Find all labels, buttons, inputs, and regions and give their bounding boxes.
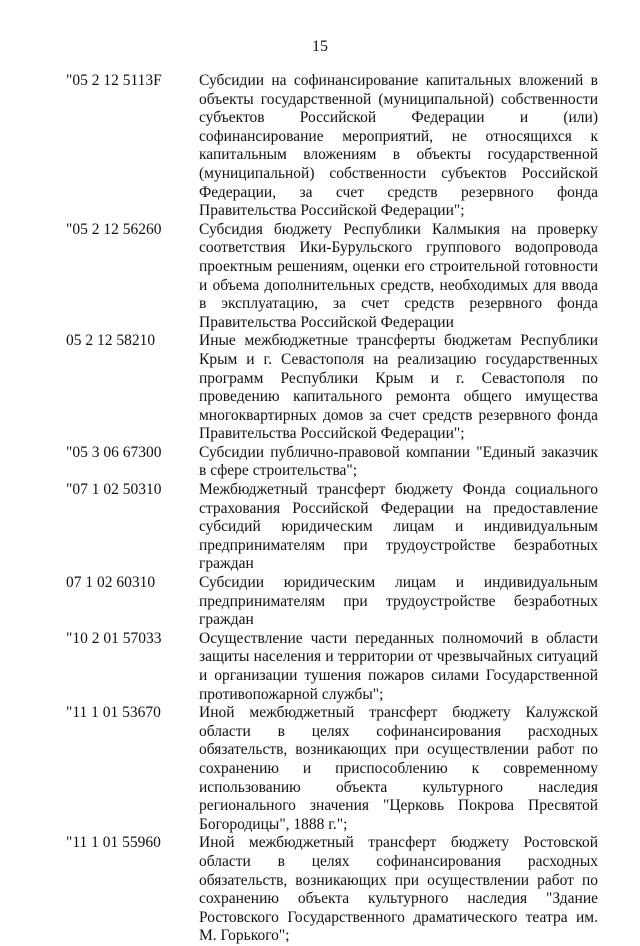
- budget-code: "11 1 01 53670: [66, 704, 161, 722]
- list-item: [0, 704, 640, 834]
- list-item: [0, 221, 640, 333]
- list-item: [0, 332, 640, 444]
- entry-description: Субсидия бюджету Республики Калмыкия на проверку соответствия Ики-Бурульского группового водопровода проектным решениям, оценки его строительной готовности и объема дополнительных средств, необходимых для ввода в эксплуатацию, за счет средств резервного фонда Правительства Российской Федерации: [199, 220, 598, 331]
- entry-description: Иной межбюджетный трансферт бюджету Ростовской области в целях софинансирования расходных обязательств, возникающих при осуществлении работ по сохранению объекта культурного наследия "Здание Ростовского Государственного драматического театра им. М. Горького";: [199, 834, 598, 945]
- budget-code: "11 1 01 55960: [66, 834, 161, 852]
- list-item: [0, 834, 640, 946]
- budget-code: "05 2 12 56260: [66, 220, 162, 238]
- entry-description: Субсидии публично-правовой компании "Единый заказчик в сфере строительства";: [199, 443, 598, 480]
- code-list: [0, 72, 640, 946]
- budget-code: "05 3 06 67300: [66, 443, 162, 461]
- list-item: [0, 444, 640, 481]
- entry-description: Субсидии юридическим лицам и индивидуальным предпринимателям при трудоустройстве безработных граждан: [199, 574, 598, 629]
- entry-description: Межбюджетный трансферт бюджету Фонда социального страхования Российской Федерации на предоставление субсидий юридическим лицам и индивидуальным предпринимателям при трудоустройстве безработных граждан: [199, 481, 598, 573]
- list-item: [0, 630, 640, 704]
- entry-description: Субсидии на софинансирование капитальных вложений в объекты государственной (муниципальной) собственности субъектов Российской Федерации и (или) софинансирование мероприятий, не относящихся к капитальным вложениям в объекты государственной (муниципальной) собственности субъектов Российской Федерации, за счет средств резервного фонда Правительства Российской Федерации";: [199, 72, 598, 220]
- list-item: [0, 574, 640, 630]
- budget-code: 05 2 12 58210: [66, 332, 156, 350]
- entry-description: Осуществление части переданных полномочий в области защиты населения и территории от чрезвычайных ситуаций и организации тушения пожаров силами Государственной противопожарной службы";: [199, 629, 598, 703]
- list-item: [0, 481, 640, 574]
- budget-code: "05 2 12 5113F: [66, 72, 162, 89]
- page-number: 15: [312, 38, 328, 55]
- entry-description: Иной межбюджетный трансферт бюджету Калужской области в целях софинансирования расходных обязательств, возникающих при осуществлении работ по сохранению и приспособлению к современному использованию объекта культурного наследия регионального значения "Церковь Покрова Пресвятой Богородицы", 1888 г.";: [199, 704, 598, 833]
- budget-code: 07 1 02 60310: [66, 574, 156, 592]
- list-item: [0, 72, 640, 221]
- budget-code: "07 1 02 50310: [66, 481, 162, 499]
- entry-description: Иные межбюджетные трансферты бюджетам Республики Крым и г. Севастополя на реализацию государственных программ Республики Крым и г. Севастополя по проведению капитального ремонта общего имущества многоквартирных домов за счет средств резервного фонда Правительства Российской Федерации";: [199, 332, 598, 443]
- budget-code: "10 2 01 57033: [66, 629, 162, 647]
